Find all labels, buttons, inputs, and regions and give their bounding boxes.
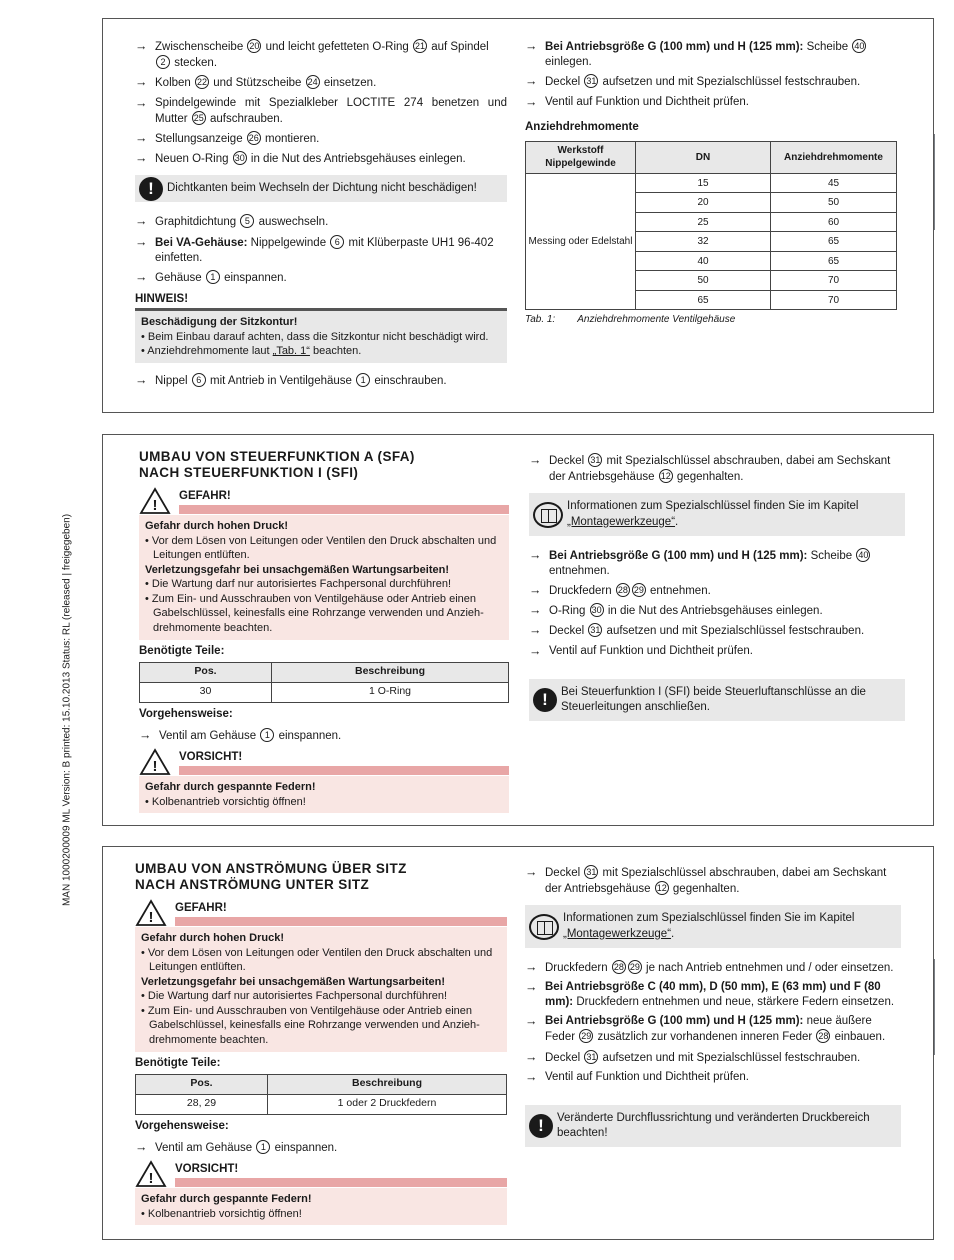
- step: → Spindelgewinde mit Spezialkleber LOCTITE 274 benetzen und Mutter 25 aufschrauben.: [135, 95, 507, 125]
- exclamation-icon: !: [139, 177, 163, 201]
- step: → Deckel 31 mit Spezialschlüssel abschrauben, dabei am Sechskant der Antriebsgehäuse 12 gegenhalten.: [529, 453, 891, 484]
- step: → Deckel 31 aufsetzen und mit Spezialschlüssel festschrauben.: [525, 1049, 861, 1064]
- step: → Deckel 31 aufsetzen und mit Spezialschlüssel festschrauben.: [525, 74, 861, 89]
- torque-table: Werkstoff Nippelgewinde DN Anziehdrehmomente Messing oder Edelstahl 15 45 20 50 25 60 32 65 40 65 50 70 65 70: [525, 141, 897, 311]
- step: → Stellungsanzeige 26 montieren.: [135, 130, 320, 145]
- step: → Ventil auf Funktion und Dichtheit prüfen.: [529, 643, 753, 658]
- svg-text:!: !: [148, 909, 154, 927]
- parts-table: Pos. Beschreibung 28, 29 1 oder 2 Druckfedern: [135, 1074, 507, 1115]
- svg-text:!: !: [148, 1170, 154, 1188]
- info-note: Informationen zum Spezialschlüssel finden Sie im Kapitel „Montagewerkzeuge“.: [525, 905, 901, 947]
- step: → Neuen O-Ring 30 in die Nut des Antriebsgehäuses einlegen.: [135, 151, 466, 166]
- chapter-link[interactable]: „Montagewerkzeuge“: [567, 515, 676, 528]
- parts-label: Benötigte Teile:: [139, 644, 225, 657]
- step: → Gehäuse 1 einspannen.: [135, 269, 287, 284]
- danger-box: Gefahr durch hohen Druck! • Vor dem Lösen von Leitungen oder Ventilen den Druck abschalten und Leitungen entlüften. Verletzungsgefahr bei unsachgemäßen Wartungsarbeiten! • Die Wartung darf nur autorisiertes Fachpersonal durchführen! • Zum Ein- und Ausschrauben von Ventilgehäuse oder Antrieb einen Gabelschlüssel, keinesfalls eine Rohrzange verwenden und Anzieh-drehmomente beachten.: [135, 927, 507, 1051]
- step: → Bei VA-Gehäuse: Nippelgewinde 6 mit Klüberpaste UH1 96-402 einfetten.: [135, 234, 494, 264]
- info-note: Informationen zum Spezialschlüssel finden Sie im Kapitel „Montagewerkzeuge“.: [529, 493, 905, 535]
- svg-text:!: !: [152, 497, 158, 515]
- step: → Ventil auf Funktion und Dichtheit prüfen.: [525, 1069, 749, 1084]
- notice-box: Beschädigung der Sitzkontur! • Beim Einbau darauf achten, dass die Sitzkontur nicht beschädigt wird. • Anziehdrehmomente laut „Tab. 1“ beachten.: [135, 311, 507, 363]
- step: → Bei Antriebsgröße G (100 mm) und H (125 mm): neue äußere Feder 29 zusätzlich zur vorhandenen inneren Feder 28 einbauen.: [525, 1014, 886, 1044]
- danger-header: ! GEFAHR!: [139, 487, 509, 515]
- step: → Ventil auf Funktion und Dichtheit prüfen.: [525, 94, 749, 109]
- step: → Druckfedern 28 29 je nach Antrieb entnehmen und / oder einsetzen.: [525, 959, 894, 974]
- step: → Bei Antriebsgröße C (40 mm), D (50 mm), E (63 mm) und F (80 mm): Druckfedern entnehmen und neue, stärkere Federn einsetzen.: [525, 979, 895, 1009]
- important-note: ! Dichtkanten beim Wechseln der Dichtung nicht beschädigen!: [135, 175, 507, 202]
- step: → O-Ring 30 in die Nut des Antriebsgehäuses einlegen.: [529, 603, 823, 618]
- section-title: UMBAU VON ANSTRÖMUNG ÜBER SITZ NACH ANSTRÖMUNG UNTER SITZ: [135, 861, 407, 893]
- step: → Nippel 6 mit Antrieb in Ventilgehäuse 1 einschrauben.: [135, 372, 447, 387]
- important-note: ! Veränderte Durchflussrichtung und veränderten Druckbereich beachten!: [525, 1105, 901, 1147]
- svg-text:!: !: [152, 758, 158, 776]
- step: → Graphitdichtung 5 auswechseln.: [135, 214, 329, 229]
- document-meta: MAN 1000200009 ML Version: B printed: 15.10.2013 Status: RL (released | freigegeben): [61, 513, 73, 907]
- procedure-label: Vorgehensweise:: [139, 707, 233, 720]
- parts-label: Benötigte Teile:: [135, 1056, 221, 1069]
- caution-box: Gefahr durch gespannte Federn! • Kolbenantrieb vorsichtig öffnen!: [139, 776, 509, 813]
- manual-book-icon: [533, 502, 563, 528]
- caution-header: ! VORSICHT!: [139, 748, 509, 776]
- step: → Ventil am Gehäuse 1 einspannen.: [139, 727, 342, 742]
- exclamation-icon: !: [529, 1114, 553, 1138]
- sfa-to-sfi-panel: [102, 434, 934, 826]
- notice-title: HINWEIS!: [135, 292, 507, 311]
- manual-book-icon: [529, 914, 559, 940]
- caution-box: Gefahr durch gespannte Federn! • Kolbenantrieb vorsichtig öffnen!: [135, 1188, 507, 1225]
- step: → Ventil am Gehäuse 1 einspannen.: [135, 1139, 338, 1154]
- danger-header: ! GEFAHR!: [135, 899, 507, 927]
- step: → Zwischenscheibe 20 und leicht gefetteten O-Ring 21 auf Spindel 2 stecken.: [135, 39, 489, 70]
- chapter-link[interactable]: „Montagewerkzeuge“: [563, 927, 672, 940]
- exclamation-icon: !: [533, 688, 557, 712]
- caution-header: ! VORSICHT!: [135, 1160, 507, 1188]
- torque-title: Anziehdrehmomente: [525, 120, 639, 133]
- danger-box: Gefahr durch hohen Druck! • Vor dem Lösen von Leitungen oder Ventilen den Druck abschalten und Leitungen entlüften. Verletzungsgefahr bei unsachgemäßen Wartungsarbeiten! • Die Wartung darf nur autorisiertes Fachpersonal durchführen! • Zum Ein- und Ausschrauben von Ventilgehäuse oder Antrieb einen Gabelschlüssel, keinesfalls eine Rohrzange verwenden und Anzieh-drehmomente beachten.: [139, 515, 509, 639]
- flow-direction-panel: [102, 846, 934, 1240]
- procedure-label: Vorgehensweise:: [135, 1119, 229, 1132]
- parts-table: Pos. Beschreibung 30 1 O-Ring: [139, 662, 509, 703]
- warning-triangle-icon: [135, 899, 167, 927]
- step: → Druckfedern 28 29 entnehmen.: [529, 583, 711, 598]
- step: → Deckel 31 mit Spezialschlüssel abschrauben, dabei am Sechskant der Antriebsgehäuse 12 gegenhalten.: [525, 865, 887, 896]
- table-caption: Tab. 1: Anziehdrehmomente Ventilgehäuse: [525, 314, 736, 326]
- section-title: UMBAU VON STEUERFUNKTION A (SFA) NACH STEUERFUNKTION I (SFI): [139, 449, 415, 481]
- important-note: ! Bei Steuerfunktion I (SFI) beide Steuerluftanschlüsse an die Steuerleitungen anschließen.: [529, 679, 905, 721]
- step: → Bei Antriebsgröße G (100 mm) und H (125 mm): Scheibe 40 entnehmen.: [529, 547, 869, 577]
- warning-triangle-icon: [139, 748, 171, 776]
- step: → Bei Antriebsgröße G (100 mm) und H (125 mm): Scheibe 40 einlegen.: [525, 39, 865, 69]
- assembly-panel: [102, 18, 934, 413]
- table-reference-link[interactable]: „Tab. 1“: [272, 345, 310, 358]
- step: → Deckel 31 aufsetzen und mit Spezialschlüssel festschrauben.: [529, 623, 865, 638]
- warning-triangle-icon: [135, 1160, 167, 1188]
- step: → Kolben 22 und Stützscheibe 24 einsetzen.: [135, 75, 377, 90]
- warning-triangle-icon: [139, 487, 171, 515]
